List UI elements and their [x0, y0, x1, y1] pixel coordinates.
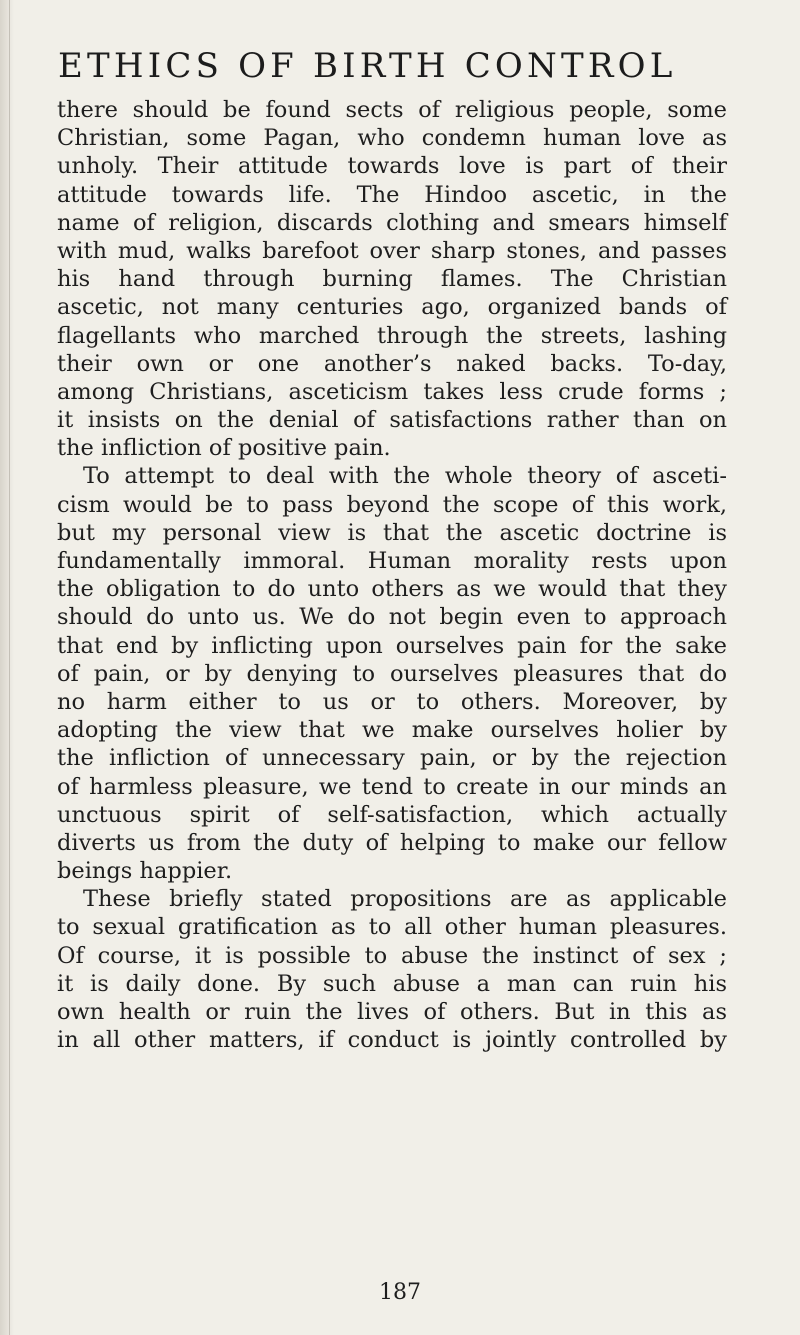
text-line: attitude towards life. The Hindoo ascetic, in the [57, 181, 727, 208]
running-head: ETHICS OF BIRTH CONTROL [58, 46, 677, 86]
paragraph [57, 885, 727, 1054]
text-line: in all other matters, if conduct is jointly controlled by [57, 1027, 727, 1054]
text-line: among Christians, asceticism takes less crude forms ; [57, 378, 727, 405]
paragraph [57, 96, 727, 462]
text-line: to sexual gratification as to all other human pleasures. [57, 914, 727, 941]
text-line: These briefly stated propositions are as applicable [83, 886, 727, 913]
page-number: 187 [379, 1280, 421, 1305]
paragraph [57, 462, 727, 885]
text-line: his hand through burning flames. The Christian [57, 266, 727, 293]
text-line: no harm either to us or to others. Moreover, by [57, 688, 727, 715]
text-line: but my personal view is that the ascetic doctrine is [57, 519, 727, 546]
text-line: Christian, some Pagan, who condemn human love as [57, 125, 727, 152]
text-line: with mud, walks barefoot over sharp stones, and passes [57, 237, 727, 264]
text-line: the infliction of unnecessary pain, or by the rejection [57, 745, 727, 772]
text-line: should do unto us. We do not begin even to approach [57, 604, 727, 631]
text-line: To attempt to deal with the whole theory of asceti- [83, 463, 727, 490]
text-line: unholy. Their attitude towards love is part of their [57, 153, 727, 180]
text-line: diverts us from the duty of helping to make our fellow [57, 829, 727, 856]
text-line: own health or ruin the lives of others. But in this as [57, 999, 727, 1025]
text-line: Of course, it is possible to abuse the instinct of sex ; [57, 942, 727, 969]
text-line: name of religion, discards clothing and smears himself [57, 209, 727, 236]
text-line: of pain, or by denying to ourselves pleasures that do [57, 660, 727, 687]
text-line: of harmless pleasure, we tend to create in our minds an [57, 773, 727, 800]
text-line: flagellants who marched through the streets, lashing [57, 322, 727, 349]
text-line: unctuous spirit of self-satisfaction, which actually [57, 801, 727, 828]
body-text [57, 96, 727, 1054]
text-line: there should be found sects of religious people, some [57, 97, 727, 123]
page-binding-edge [0, 0, 14, 1335]
text-line: ascetic, not many centuries ago, organized bands of [57, 294, 727, 321]
text-line: beings happier. [57, 858, 233, 885]
page-binding-line [9, 0, 10, 1335]
text-line: cism would be to pass beyond the scope of this work, [57, 491, 727, 518]
text-line: adopting the view that we make ourselves holier by [57, 717, 727, 744]
text-line: the infliction of positive pain. [57, 435, 391, 462]
text-line: their own or one another’s naked backs. To-day, [57, 350, 727, 377]
text-line: it is daily done. By such abuse a man can ruin his [57, 970, 727, 997]
text-line: that end by inflicting upon ourselves pain for the sake [57, 632, 727, 659]
text-line: the obligation to do unto others as we would that they [57, 576, 727, 603]
text-line: it insists on the denial of satisfactions rather than on [57, 407, 727, 434]
text-line: fundamentally immoral. Human morality rests upon [57, 548, 727, 574]
